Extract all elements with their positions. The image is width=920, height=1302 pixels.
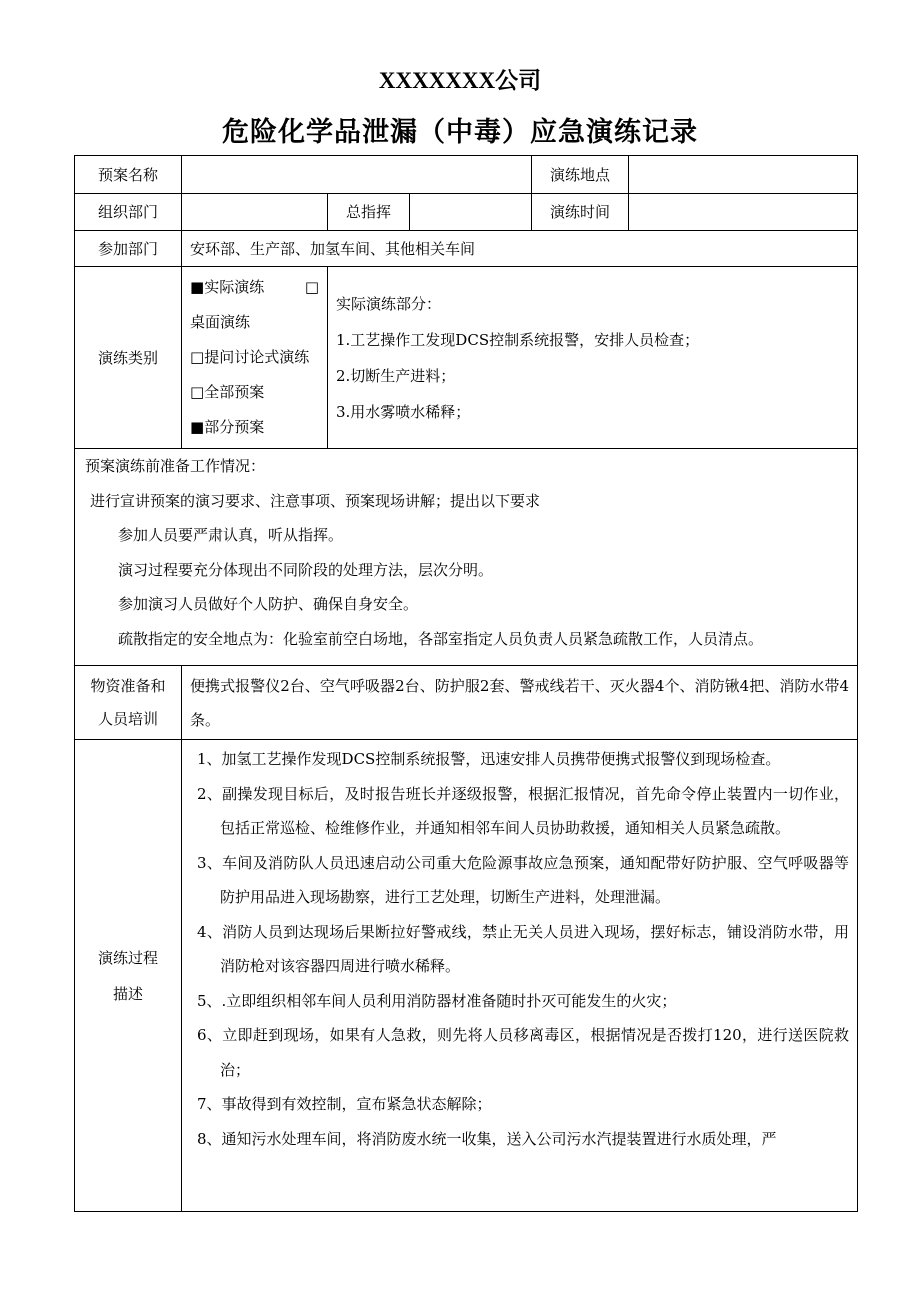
company-name: XXXXXXX公司 [378, 68, 542, 93]
option-label: 实际演练 [204, 278, 265, 296]
process-step: 4、消防人员到达现场后果断拉好警戒线，禁止无关人员进入现场，摆好标志，铺设消防水带，用消防枪对该容器四周进行喷水稀释。 [197, 922, 850, 975]
process-step: 3、车间及消防队人员迅速启动公司重大危险源事故应急预案，通知配带好防护服、空气呼吸器等防护用品进入现场勘察，进行工艺处理，切断生产进料，处理泄漏。 [197, 853, 850, 906]
participants-label: 参加部门 [75, 231, 182, 267]
option-label: 提问讨论式演练 [204, 348, 310, 366]
preparation-title: 预案演练前准备工作情况： [85, 457, 266, 475]
actual-drill-section-title: 实际演练部分： [336, 294, 442, 313]
checkbox-checked-icon: ■ [190, 418, 205, 436]
commander-label: 总指挥 [328, 194, 410, 231]
preparation-line: 疏散指定的安全地点为：化验室前空白场地，各部室指定人员负责人员紧急疏散工作，人员清点。 [118, 629, 764, 648]
preparation-line: 参加演习人员做好个人防护、确保自身安全。 [118, 595, 419, 613]
plan-name-label: 预案名称 [75, 156, 182, 194]
process-label-line: 描述 [112, 984, 143, 1003]
preparation-section [75, 449, 858, 666]
materials-label [75, 666, 182, 740]
time-label: 演练时间 [532, 194, 629, 231]
checkbox-empty-icon: □ [190, 348, 205, 366]
row-plan-name [75, 156, 858, 194]
materials-label-line: 物资准备和 [90, 676, 166, 695]
row-organization [75, 194, 858, 231]
preparation-intro: 进行宣讲预案的演习要求、注意事项、预案现场讲解；提出以下要求 [90, 491, 541, 510]
materials-value: 便携式报警仪2台、空气呼吸器2台、防护服2套、警戒线若干、灭火器4个、消防锹4把、消防水带4条。 [182, 666, 858, 740]
plan-name-field[interactable] [182, 156, 532, 194]
option-full-plan[interactable] [182, 375, 327, 410]
org-field[interactable] [182, 194, 328, 231]
drill-type-description [328, 267, 858, 449]
row-materials [75, 666, 858, 740]
row-process [75, 740, 858, 1212]
preparation-line: 参加人员要严肃认真，听从指挥。 [118, 526, 344, 544]
process-step: 2、副操发现目标后，及时报告班长并逐级报警，根据汇报情况，首先命令停止装置内一切作业，包括正常巡检、检维修作业，并通知相邻车间人员协助救援，通知相关人员紧急疏散。 [197, 784, 850, 837]
process-step: 6、立即赶到现场，如果有人急救，则先将人员移离毒区，根据情况是否拨打120，进行送医院救治； [197, 1026, 850, 1079]
participants-value: 安环部、生产部、加氢车间、其他相关车间 [182, 231, 858, 267]
preparation-line: 演习过程要充分体现出不同阶段的处理方法，层次分明。 [118, 560, 494, 579]
process-label [75, 740, 182, 1212]
commander-field[interactable] [410, 194, 532, 231]
time-field[interactable] [629, 194, 858, 231]
process-step: 8、通知污水处理车间，将消防废水统一收集，送入公司污水汽提装置进行水质处理，严 [197, 1129, 777, 1148]
process-step: 5、.立即组织相邻车间人员利用消防器材准备随时扑灭可能发生的火灾； [197, 991, 677, 1010]
drill-item: 2.切断生产进料； [336, 366, 456, 385]
row-participants [75, 231, 858, 267]
location-label: 演练地点 [532, 156, 629, 194]
document-title: 危险化学品泄漏（中毒）应急演练记录 [222, 117, 698, 148]
process-step: 7、事故得到有效控制，宣布紧急状态解除； [197, 1095, 492, 1113]
location-field[interactable] [629, 156, 858, 194]
checkbox-empty-icon[interactable]: □ [304, 278, 319, 296]
row-drill-type [75, 267, 858, 449]
drill-item: 1.工艺操作工发现DCS控制系统报警，安排人员检查； [336, 330, 700, 349]
option-label: 全部预案 [204, 383, 265, 401]
process-step: 1、加氢工艺操作发现DCS控制系统报警，迅速安排人员携带便携式报警仪到现场检查。 [197, 750, 781, 768]
option-label: 部分预案 [204, 418, 265, 436]
option-label: 桌面演练 [190, 313, 251, 331]
process-steps [182, 740, 858, 1212]
option-actual-drill[interactable] [182, 270, 327, 305]
drill-record-table [74, 155, 858, 1212]
row-preparation [75, 449, 858, 666]
checkbox-empty-icon: □ [190, 383, 205, 401]
process-label-line: 演练过程 [97, 948, 158, 967]
org-label: 组织部门 [75, 194, 182, 231]
materials-label-line: 人员培训 [97, 709, 158, 728]
option-discussion-drill[interactable] [182, 340, 327, 375]
drill-type-options [182, 267, 328, 449]
option-partial-plan[interactable] [182, 410, 327, 445]
drill-item: 3.用水雾喷水稀释； [336, 402, 471, 421]
option-tabletop-drill[interactable] [182, 305, 327, 340]
drill-type-label: 演练类别 [75, 267, 182, 449]
checkbox-checked-icon: ■ [190, 278, 205, 296]
